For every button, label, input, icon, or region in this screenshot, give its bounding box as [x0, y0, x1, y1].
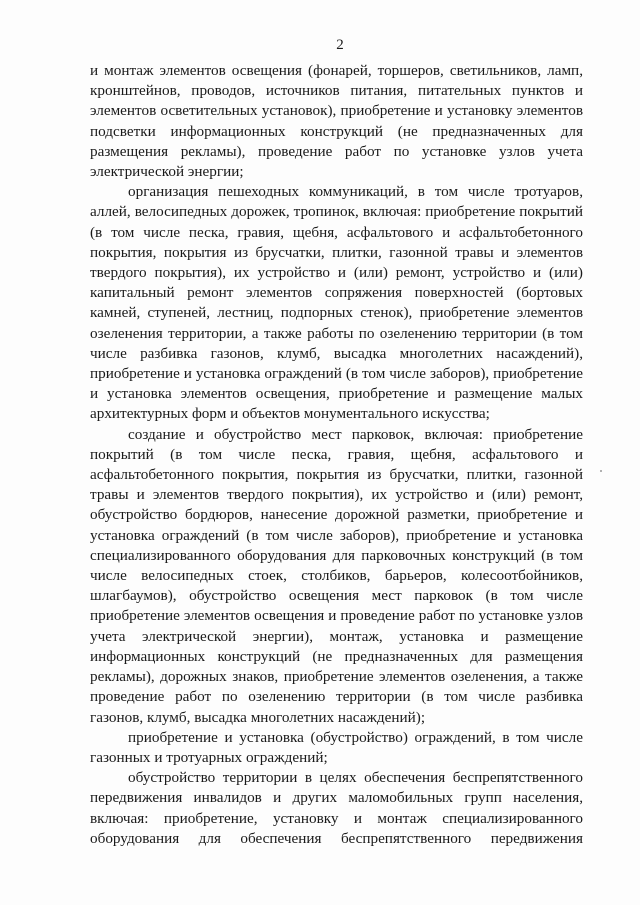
scan-speck	[600, 470, 602, 472]
paragraph-fences: приобретение и установка (обустройство) ограждений, в том числе газонных и тротуарных ограждений;	[90, 728, 583, 766]
document-body	[90, 61, 583, 849]
paragraph-lighting-continued: и монтаж элементов освещения (фонарей, торшеров, светильников, ламп, кронштейнов, проводов, источников питания, питательных пунктов и элементов осветительных установок), приобретение и установку элементов подсветки информационных конструкций (не предназначенных для размещения рекламы), проведение работ по установке узлов учета электрической энергии;	[90, 62, 583, 181]
paragraph-pedestrian-communications: организация пешеходных коммуникаций, в том числе тротуаров, аллей, велосипедных дорожек, тропинок, включая: приобретение покрытий (в том числе песка, гравия, щебня, асфальтового и асфальтобетонного покрытия, покрытия из брусчатки, плитки, газонной травы и элементов твердого покрытия), их устройство и (или) ремонт, устройство и (или) капитальный ремонт элементов сопряжения поверхностей (бортовых камней, ступеней, лестниц, подпорных стенок), приобретение элементов озеленения территории, а также работы по озеленению территории (в том числе разбивка газонов, клумб, высадка многолетних насаждений), приобретение и установка ограждений (в том числе заборов), приобретение и установка элементов освещения, приобретение и размещение малых архитектурных форм и объектов монументального искусства;	[90, 183, 583, 423]
paragraph-accessibility: обустройство территории в целях обеспечения беспрепятственного передвижения инвалидов и других маломобильных групп населения, включая: приобретение, установку и монтаж специализированного оборудования для обеспечения беспрепятственного передвижения	[90, 769, 583, 847]
page-number: 2	[336, 37, 344, 53]
paragraph-parking-places: создание и обустройство мест парковок, включая: приобретение покрытий (в том числе песка, гравия, щебня, асфальтового и асфальтобетонного покрытия, покрытия из брусчатки, плитки, газонной травы и элементов твердого покрытия), их устройство и (или) ремонт, обустройство бордюров, нанесение дорожной разметки, приобретение и установка ограждений (в том числе заборов), приобретение и установка специализированного оборудования для парковочных конструкций (в том числе велосипедных стоек, столбиков, барьеров, колесоотбойников, шлагбаумов), обустройство освещения мест парковок (в том числе приобретение элементов освещения и проведение работ по установке узлов учета электрической энергии), монтаж, установка и размещение информационных конструкций (не предназначенных для размещения рекламы), дорожных знаков, приобретение элементов озеленения, а также проведение работ по озеленению территории (в том числе разбивка газонов, клумб, высадка многолетних насаждений);	[90, 425, 583, 726]
